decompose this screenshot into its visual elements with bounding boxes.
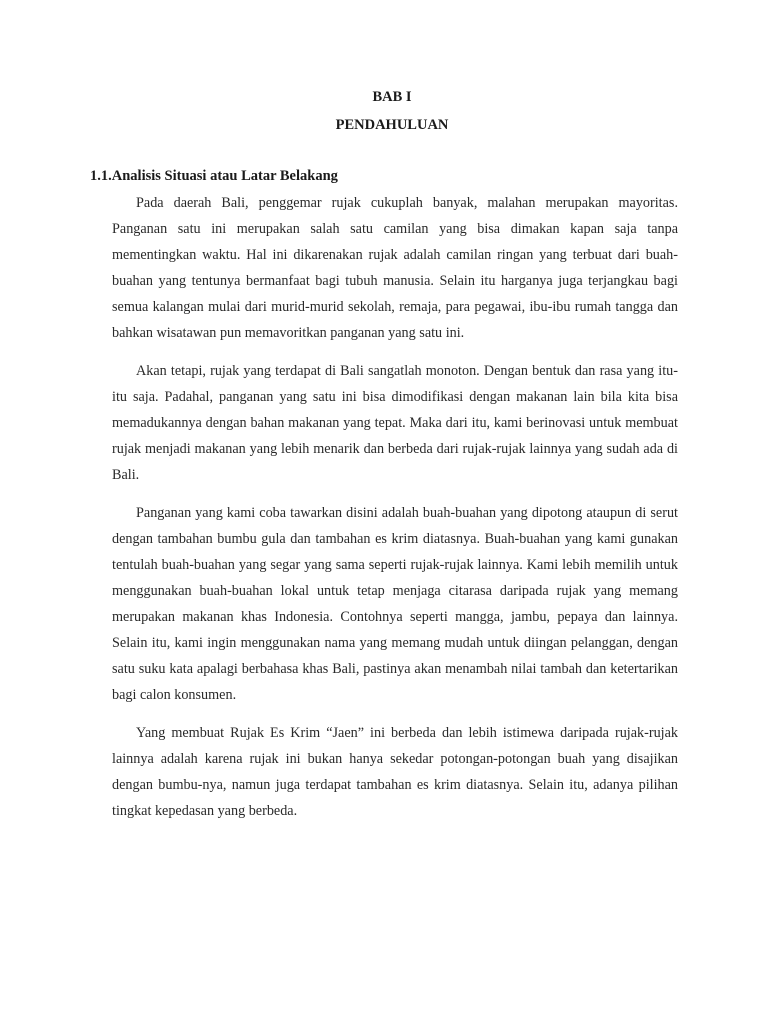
paragraph-2: Akan tetapi, rujak yang terdapat di Bali sangatlah monoton. Dengan bentuk dan rasa yang itu-itu saja. Padahal, panganan yang satu ini bisa dimodifikasi dengan makanan lain bila kita bisa memadukannya dengan bahan makanan yang tepat. Maka dari itu, kami berinovasi untuk membuat rujak menjadi makanan yang lebih menarik dan berbeda dari rujak-rujak lainnya yang sudah ada di Bali. (112, 363, 678, 483)
paragraph-3: Panganan yang kami coba tawarkan disini adalah buah-buahan yang dipotong ataupun di serut dengan tambahan bumbu gula dan tambahan es krim diatasnya. Buah-buahan yang kami gunakan tentulah buah-buahan yang segar yang sama seperti rujak-rujak lainnya. Kami lebih memilih untuk menggunakan buah-buahan lokal untuk tetap menjaga citarasa daripada rujak yang memang merupakan makanan khas Indonesia. Contohnya seperti mangga, jambu, pepaya dan lainnya. Selain itu, kami ingin menggunakan nama yang memang mudah untuk diingan pelanggan, dengan satu suku kata apalagi berbahasa khas Bali, pastinya akan menambah nilai tambah dan ketertarikan bagi calon konsumen. (112, 505, 678, 703)
chapter-number: BAB I (372, 89, 412, 105)
chapter-title: PENDAHULUAN (335, 117, 449, 133)
paragraph-4: Yang membuat Rujak Es Krim “Jaen” ini berbeda dan lebih istimewa daripada rujak-rujak lainnya adalah karena rujak ini bukan hanya sekedar potongan-potongan buah yang disajikan dengan bumbu-nya, namun juga terdapat tambahan es krim diatasnya. Selain itu, adanya pilihan tingkat kepedasan yang berbeda. (112, 725, 678, 819)
section-heading: 1.1.Analisis Situasi atau Latar Belakang (90, 168, 338, 184)
paragraph-1: Pada daerah Bali, penggemar rujak cukuplah banyak, malahan merupakan mayoritas. Panganan satu ini merupakan salah satu camilan yang bisa dimakan kapan saja tanpa mementingkan waktu. Hal ini dikarenakan rujak adalah camilan ringan yang terbuat dari buah-buahan yang tentunya bermanfaat bagi tubuh manusia. Selain itu harganya juga terjangkau bagi semua kalangan mulai dari murid-murid sekolah, remaja, para pegawai, ibu-ibu rumah tangga dan bahkan wisatawan pun memavoritkan panganan yang satu ini. (112, 195, 678, 341)
